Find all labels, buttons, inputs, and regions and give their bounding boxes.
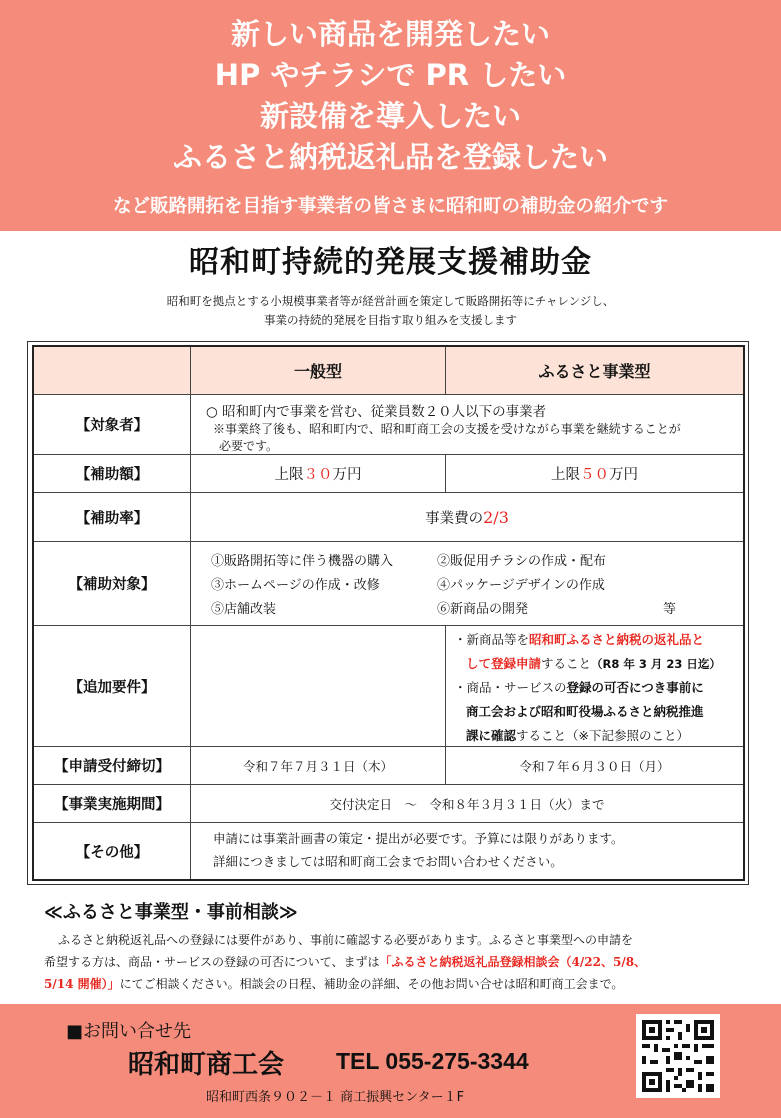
deadline-general: 令和７年７月３１日（木）	[191, 747, 446, 785]
other-cell	[191, 823, 743, 879]
label-items: 【補助対象】	[34, 542, 191, 626]
extra-b2-bold-3: 課に確認	[466, 728, 517, 743]
consult-text-3: にてご相談ください。相談会の日程、補助金の詳細、その他お問い合せは昭和町商工会まで。	[119, 977, 624, 991]
hero-line-1: 新しい商品を開発したい	[230, 17, 550, 51]
hero-subtitle: など販路開拓を目指す事業者の皆さまに昭和町の補助金の紹介です	[112, 196, 668, 217]
other-line-2: 詳細につきましては昭和町商工会までお問い合わせください。	[213, 854, 563, 869]
target-cell	[191, 395, 743, 455]
consult-body	[44, 929, 744, 995]
label-extra: 【追加要件】	[34, 626, 191, 747]
extra-bullet-2	[454, 676, 704, 700]
header-furusato: ふるさと事業型	[446, 347, 743, 395]
intro-text	[0, 292, 781, 330]
period-cell: 交付決定日 ～ 令和８年３月３１日（火）まで	[191, 785, 743, 823]
subsidy-table	[32, 345, 745, 881]
items-cell	[191, 542, 743, 626]
item-5: ⑤店舗改装	[211, 602, 277, 617]
item-3: ③ホームページの作成・改修	[211, 578, 380, 593]
consult-line-2	[44, 951, 744, 973]
label-rate: 【補助率】	[34, 493, 191, 542]
header-general: 一般型	[191, 347, 446, 395]
extra-b2-bold-1: 登録の可否につき事前に	[566, 680, 704, 695]
consult-event-name: 「ふるさと納税返礼品登録相談会（4/22、5/8、	[379, 955, 647, 969]
hero-banner	[0, 0, 781, 231]
target-note-1: ※事業終了後も、昭和町内で、昭和町商工会の支援を受けながら事業を継続することが	[213, 422, 681, 436]
extra-b1-text: ・新商品等を	[454, 632, 530, 647]
amount-general-unit: 万円	[332, 467, 362, 483]
extra-b2-text: ・商品・サービスの	[454, 680, 567, 695]
label-other: 【その他】	[34, 823, 191, 879]
consult-line-1: ふるさと納税返礼品への登録には要件があり、事前に確認する必要があります。ふるさと事業型への申請を	[58, 933, 634, 947]
consult-line-3	[44, 973, 744, 995]
rate-cell	[191, 493, 743, 542]
item-4: ④パッケージデザインの作成	[437, 578, 605, 593]
intro-line-2: 事業の持続的発展を目指す取り組みを支援します	[264, 313, 517, 327]
hero-line-2: HP やチラシで PR したい	[214, 58, 567, 92]
items-etc: 等	[663, 602, 677, 617]
target-note-2: 必要です。	[219, 439, 279, 453]
item-6: ⑥新商品の開発	[437, 602, 529, 617]
contact-heading: ■お問い合せ先	[66, 1021, 192, 1042]
target-line: ○ 昭和町内で事業を営む、従業員数２０人以下の事業者	[206, 404, 547, 420]
consult-title: ≪ふるさと事業型・事前相談≫	[44, 902, 298, 923]
extra-b2-bold-2: 商工会および昭和町役場ふるさと納税推進	[466, 704, 704, 719]
extra-bullet-2-end	[466, 724, 689, 748]
qr-code-icon[interactable]	[636, 1014, 720, 1098]
address: 昭和町西条９０２－１ 商工振興センター１F	[206, 1090, 465, 1105]
extra-furusato	[446, 626, 743, 747]
extra-b1-red: 昭和町ふるさと納税の返礼品と	[529, 632, 705, 647]
amount-furusato-unit: 万円	[609, 467, 638, 483]
hero-line-4: ふるさと納税返礼品を登録したい	[172, 140, 608, 174]
consult-event-dates: 5/14 開催）」	[44, 977, 120, 991]
label-period: 【事業実施期間】	[34, 785, 191, 823]
other-line-1: 申請には事業計画書の策定・提出が必要です。予算には限りがあります。	[213, 831, 624, 846]
extra-bullet-1-cont	[466, 652, 721, 676]
deadline-furusato: 令和７年６月３０日（月）	[446, 747, 743, 785]
page-title: 昭和町持続的発展支援補助金	[189, 245, 592, 280]
table-corner-cell	[34, 347, 191, 395]
label-amount: 【補助額】	[34, 455, 191, 493]
extra-b1-date: （R8 年 3 月 23 日迄）	[591, 657, 721, 671]
extra-b1-text-2: すること	[541, 656, 592, 671]
amount-furusato	[446, 455, 743, 493]
qr-code-graphic	[636, 1014, 720, 1098]
extra-b1-red-2: して登録申請	[466, 656, 542, 671]
rate-prefix: 事業費の	[425, 510, 484, 527]
intro-line-1: 昭和町を拠点とする小規模事業者等が経営計画を策定して販路開拓等にチャレンジし、	[166, 294, 615, 308]
extra-b2-text-2: すること（※下記参照のこと）	[516, 728, 689, 743]
item-1: ①販路開拓等に伴う機器の購入	[211, 554, 394, 569]
amount-general-prefix: 上限	[274, 467, 304, 483]
org-name: 昭和町商工会	[128, 1050, 285, 1080]
extra-bullet-1	[454, 628, 704, 652]
amount-general-value: ３０	[303, 467, 333, 483]
amount-furusato-prefix: 上限	[551, 467, 580, 483]
amount-general	[191, 455, 446, 493]
label-target: 【対象者】	[34, 395, 191, 455]
rate-value: 2/3	[483, 507, 509, 527]
hero-line-3: 新設備を導入したい	[259, 99, 521, 133]
item-2: ②販促用チラシの作成・配布	[437, 554, 607, 569]
label-deadline: 【申請受付締切】	[34, 747, 191, 785]
extra-general	[191, 626, 446, 747]
amount-furusato-value: ５０	[580, 467, 609, 483]
consult-text-2: 希望する方は、商品・サービスの登録の可否について、まずは	[44, 955, 380, 969]
tel-number: TEL 055-275-3344	[336, 1048, 529, 1074]
